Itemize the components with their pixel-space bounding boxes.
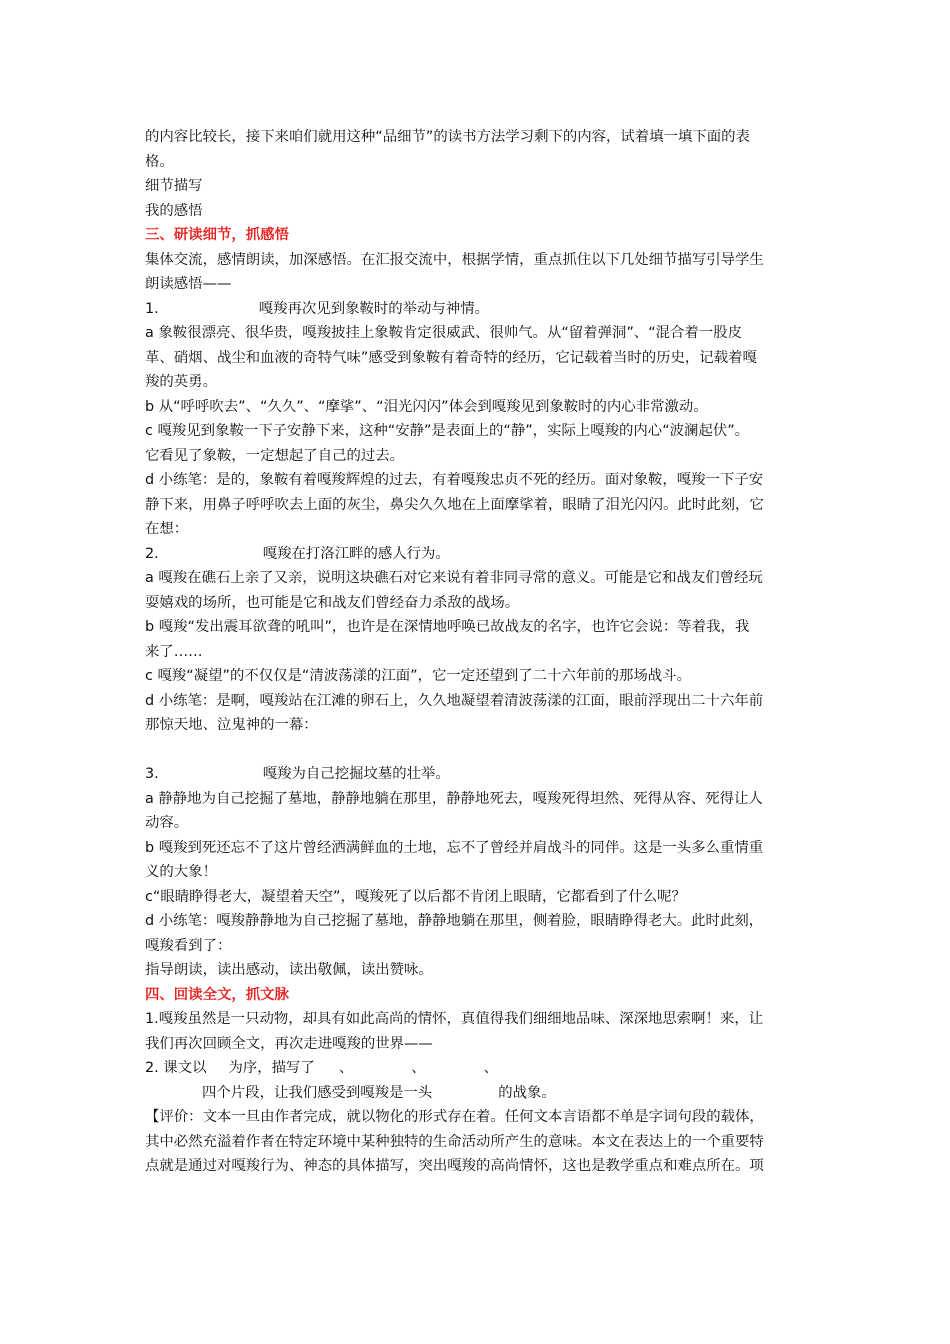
text-line: 【评价：文本一旦由作者完成，就以物化的形式存在着。任何文本言语都不单是字词句段的载体， <box>145 1109 764 1125</box>
text-line: 我们再次回顾全文，再次走进嘎羧的世界—— <box>145 1035 433 1052</box>
text-line: c 嘎羧“凝望”的不仅仅是“清波荡漾的江面”，它一定还望到了二十六年前的那场战斗。 <box>145 668 691 684</box>
blank-line <box>145 738 810 763</box>
text-line: 1.嘎羧虽然是一只动物，却具有如此高尚的情怀，真值得我们细细地品味、深深地思索啊！来，让 <box>145 1011 764 1027</box>
fill-text: 四个片段，让我们感受到嘎羧是一头 <box>202 1084 433 1101</box>
fill-text: 2. 课文以 <box>145 1060 207 1076</box>
fill-in-line <box>145 1081 810 1106</box>
fill-text: 、 <box>338 1060 354 1076</box>
text-line: 朗读感悟—— <box>145 276 232 292</box>
numbered-item <box>145 542 810 567</box>
text-line: 细节描写 <box>145 178 203 194</box>
text-line: a 象鞍很漂亮、很华贵，嘎羧披挂上象鞍肯定很威武、很帅气。从“留着弹洞”、“混合着一股皮 <box>145 325 742 341</box>
text-line: 耍嬉戏的场所，也可能是它和战友们曾经奋力杀敌的战场。 <box>145 594 520 611</box>
text-line: b 从“呼呼吹去”、“久久”、“摩挲”、“泪光闪闪”体会到嘎羧见到象鞍时的内心非常激动。 <box>145 398 708 415</box>
text-line: 羧的英勇。 <box>145 374 217 390</box>
item-number: 3. <box>145 766 159 782</box>
text-line: 格。 <box>145 153 174 170</box>
numbered-item <box>145 297 810 322</box>
fill-in-line <box>145 1056 810 1081</box>
fill-text: 、 <box>411 1060 426 1076</box>
fill-text: 、 <box>483 1060 499 1076</box>
text-line: b 嘎羧“发出震耳欲聋的吼叫”，也许是在深情地呼唤已故战友的名字，也许它会说：等着我，我 <box>145 619 750 635</box>
section-heading: 三、研读细节，抓感悟 <box>145 227 289 243</box>
text-line: 的内容比较长，接下来咱们就用这种“品细节”的读书方法学习剩下的内容，试着填一填下面的表 <box>145 129 750 145</box>
text-line: c“眼睛睁得老大，凝望着天空”，嘎羧死了以后都不肯闭上眼睛，它都看到了什么呢？ <box>145 888 686 905</box>
text-line: a 静静地为自己挖掘了墓地，静静地躺在那里，静静地死去，嘎羧死得坦然、死得从容、死得让人 <box>145 790 763 807</box>
text-line: 那惊天地、泣鬼神的一幕： <box>145 717 318 733</box>
text-line: 嘎羧看到了： <box>145 937 232 954</box>
fill-text: 为序，描写了 <box>228 1060 315 1076</box>
text-line: 在想： <box>145 521 189 537</box>
text-line: a 嘎羧在礁石上亲了又亲，说明这块礁石对它来说有着非同寻常的意义。可能是它和战友们曾经玩 <box>145 570 763 586</box>
text-line: 动容。 <box>145 815 189 831</box>
text-line: 集体交流，感情朗读，加深感悟。在汇报交流中，根据学情，重点抓住以下几处细节描写引导学生 <box>145 251 764 268</box>
document-body <box>145 125 810 1179</box>
text-line: 指导朗读，读出感动，读出敬佩，读出赞咏。 <box>145 962 433 978</box>
text-line: 点就是通过对嘎羧行为、神态的具体描写，突出嘎羧的高尚情怀，这也是教学重点和难点所在。项 <box>145 1158 764 1174</box>
text-line: d 小练笔：是啊，嘎羧站在江滩的卵石上，久久地凝望着清波荡漾的江面，眼前浮现出二十六年前 <box>145 692 764 709</box>
text-line: c 嘎羧见到象鞍一下子安静下来，这种“安静”是表面上的“静”，实际上嘎羧的内心“波澜起伏”。 <box>145 423 750 439</box>
text-line: b 嘎羧到死还忘不了这片曾经洒满鲜血的土地，忘不了曾经并肩战斗的同伴。这是一头多么重情重 <box>145 839 764 856</box>
item-number: 2. <box>145 545 159 562</box>
text-line: 义的大象！ <box>145 864 217 880</box>
item-text: 嘎羧在打洛江畔的感人行为。 <box>262 545 450 562</box>
section-heading: 四、回读全文，抓文脉 <box>145 986 289 1003</box>
item-text: 嘎羧为自己挖掘坟墓的壮举。 <box>262 766 450 782</box>
text-line: 我的感悟 <box>145 202 203 219</box>
text-line: 革、硝烟、战尘和血液的奇特气味”感受到象鞍有着奇特的经历，它记载着当时的历史，记载着嘎 <box>145 349 757 366</box>
item-number: 1. <box>145 300 159 317</box>
fill-text: 的战象。 <box>498 1084 556 1101</box>
text-line: 来了…… <box>145 643 203 660</box>
item-text: 嘎羧再次见到象鞍时的举动与神情。 <box>258 300 489 317</box>
text-line: 其中必然充溢着作者在特定环境中某种独特的生命活动所产生的意味。本文在表达上的一个重要特 <box>145 1133 764 1150</box>
text-line: 它看见了象鞍，一定想起了自己的过去。 <box>145 447 405 464</box>
text-line: d 小练笔：是的，象鞍有着嘎羧辉煌的过去，有着嘎羧忠贞不死的经历。面对象鞍，嘎羧一下子安 <box>145 472 764 488</box>
text-line: 静下来，用鼻子呼呼吹去上面的灰尘，鼻尖久久地在上面摩挲着，眼睛了泪光闪闪。此时此刻，它 <box>145 496 764 513</box>
numbered-item <box>145 762 810 787</box>
text-line: d 小练笔：嘎羧静静地为自己挖掘了墓地，静静地躺在那里，侧着脸，眼睛睁得老大。此时此刻， <box>145 913 764 929</box>
